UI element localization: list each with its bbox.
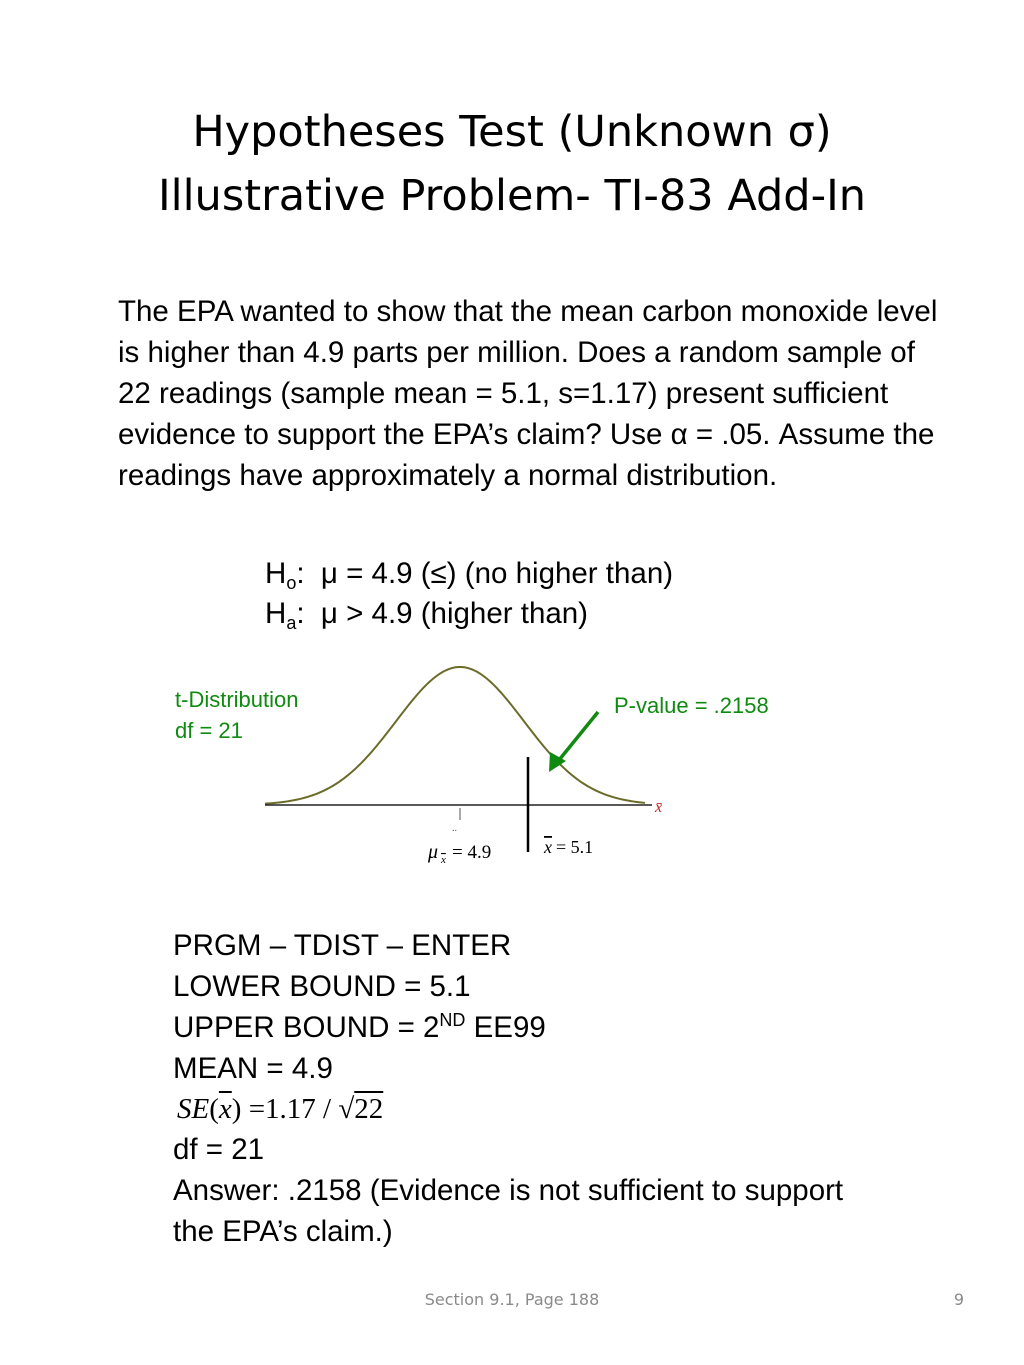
slide-page-number: 9 — [953, 1290, 964, 1309]
calculator-steps — [173, 925, 873, 1252]
mean-tick-mark: .. — [452, 823, 457, 834]
distribution-curve — [265, 667, 645, 804]
sample-annotation — [543, 837, 593, 857]
step-upper-bound: UPPER BOUND = 2ND EE99 — [173, 1010, 546, 1044]
degrees-of-freedom-label: df = 21 — [175, 718, 243, 743]
distribution-name: t-Distribution — [175, 687, 299, 712]
t-distribution-graph — [250, 655, 690, 870]
problem-statement: The EPA wanted to show that the mean carbon monoxide level is higher than 4.9 parts per million. Does a random sample of 22 readings (sample mean = 5.1, s=1.17) present sufficient evidence to support the EPA’s claim? Use α = .05. Assume the readings have approximately a normal distribution. — [118, 295, 938, 492]
step-prgm: PRGM – TDIST – ENTER — [173, 929, 512, 962]
p-value-arrow — [549, 712, 598, 772]
step-mean: MEAN = 4.9 — [173, 1052, 333, 1085]
slide-title — [0, 100, 1024, 228]
null-hypothesis: $H_o$: μ = 4.9 (≤) (no higher than) — [265, 557, 674, 593]
p-value-label: P-value = .2158 — [614, 693, 769, 718]
title-line-2: Illustrative Problem- TI-83 Add-In — [157, 171, 867, 221]
slide-footer-reference: Section 9.1, Page 188 — [424, 1290, 600, 1309]
axis-symbol: x̄ — [655, 799, 663, 816]
mu-symbol: μ — [428, 841, 439, 863]
step-lower-bound: LOWER BOUND = 5.1 — [173, 970, 471, 1003]
hypotheses — [265, 554, 673, 634]
mean-value-label: = 4.9 — [452, 842, 492, 863]
step-df: df = 21 — [173, 1133, 265, 1166]
xbar-symbol: x — [544, 837, 552, 857]
title-line-1: Hypotheses Test (Unknown σ) — [192, 107, 832, 157]
mean-annotation — [427, 841, 491, 866]
alternative-hypothesis: $H_a$: μ > 4.9 (higher than) — [265, 597, 589, 633]
step-answer: Answer: .2158 (Evidence is not sufficient to support the EPA’s claim.) — [173, 1174, 844, 1248]
mu-subscript: x — [441, 854, 446, 866]
sample-value-label: = 5.1 — [556, 837, 594, 857]
standard-error-formula: $SE(\overline{x}) =1.17 / √22$ — [177, 1093, 384, 1125]
